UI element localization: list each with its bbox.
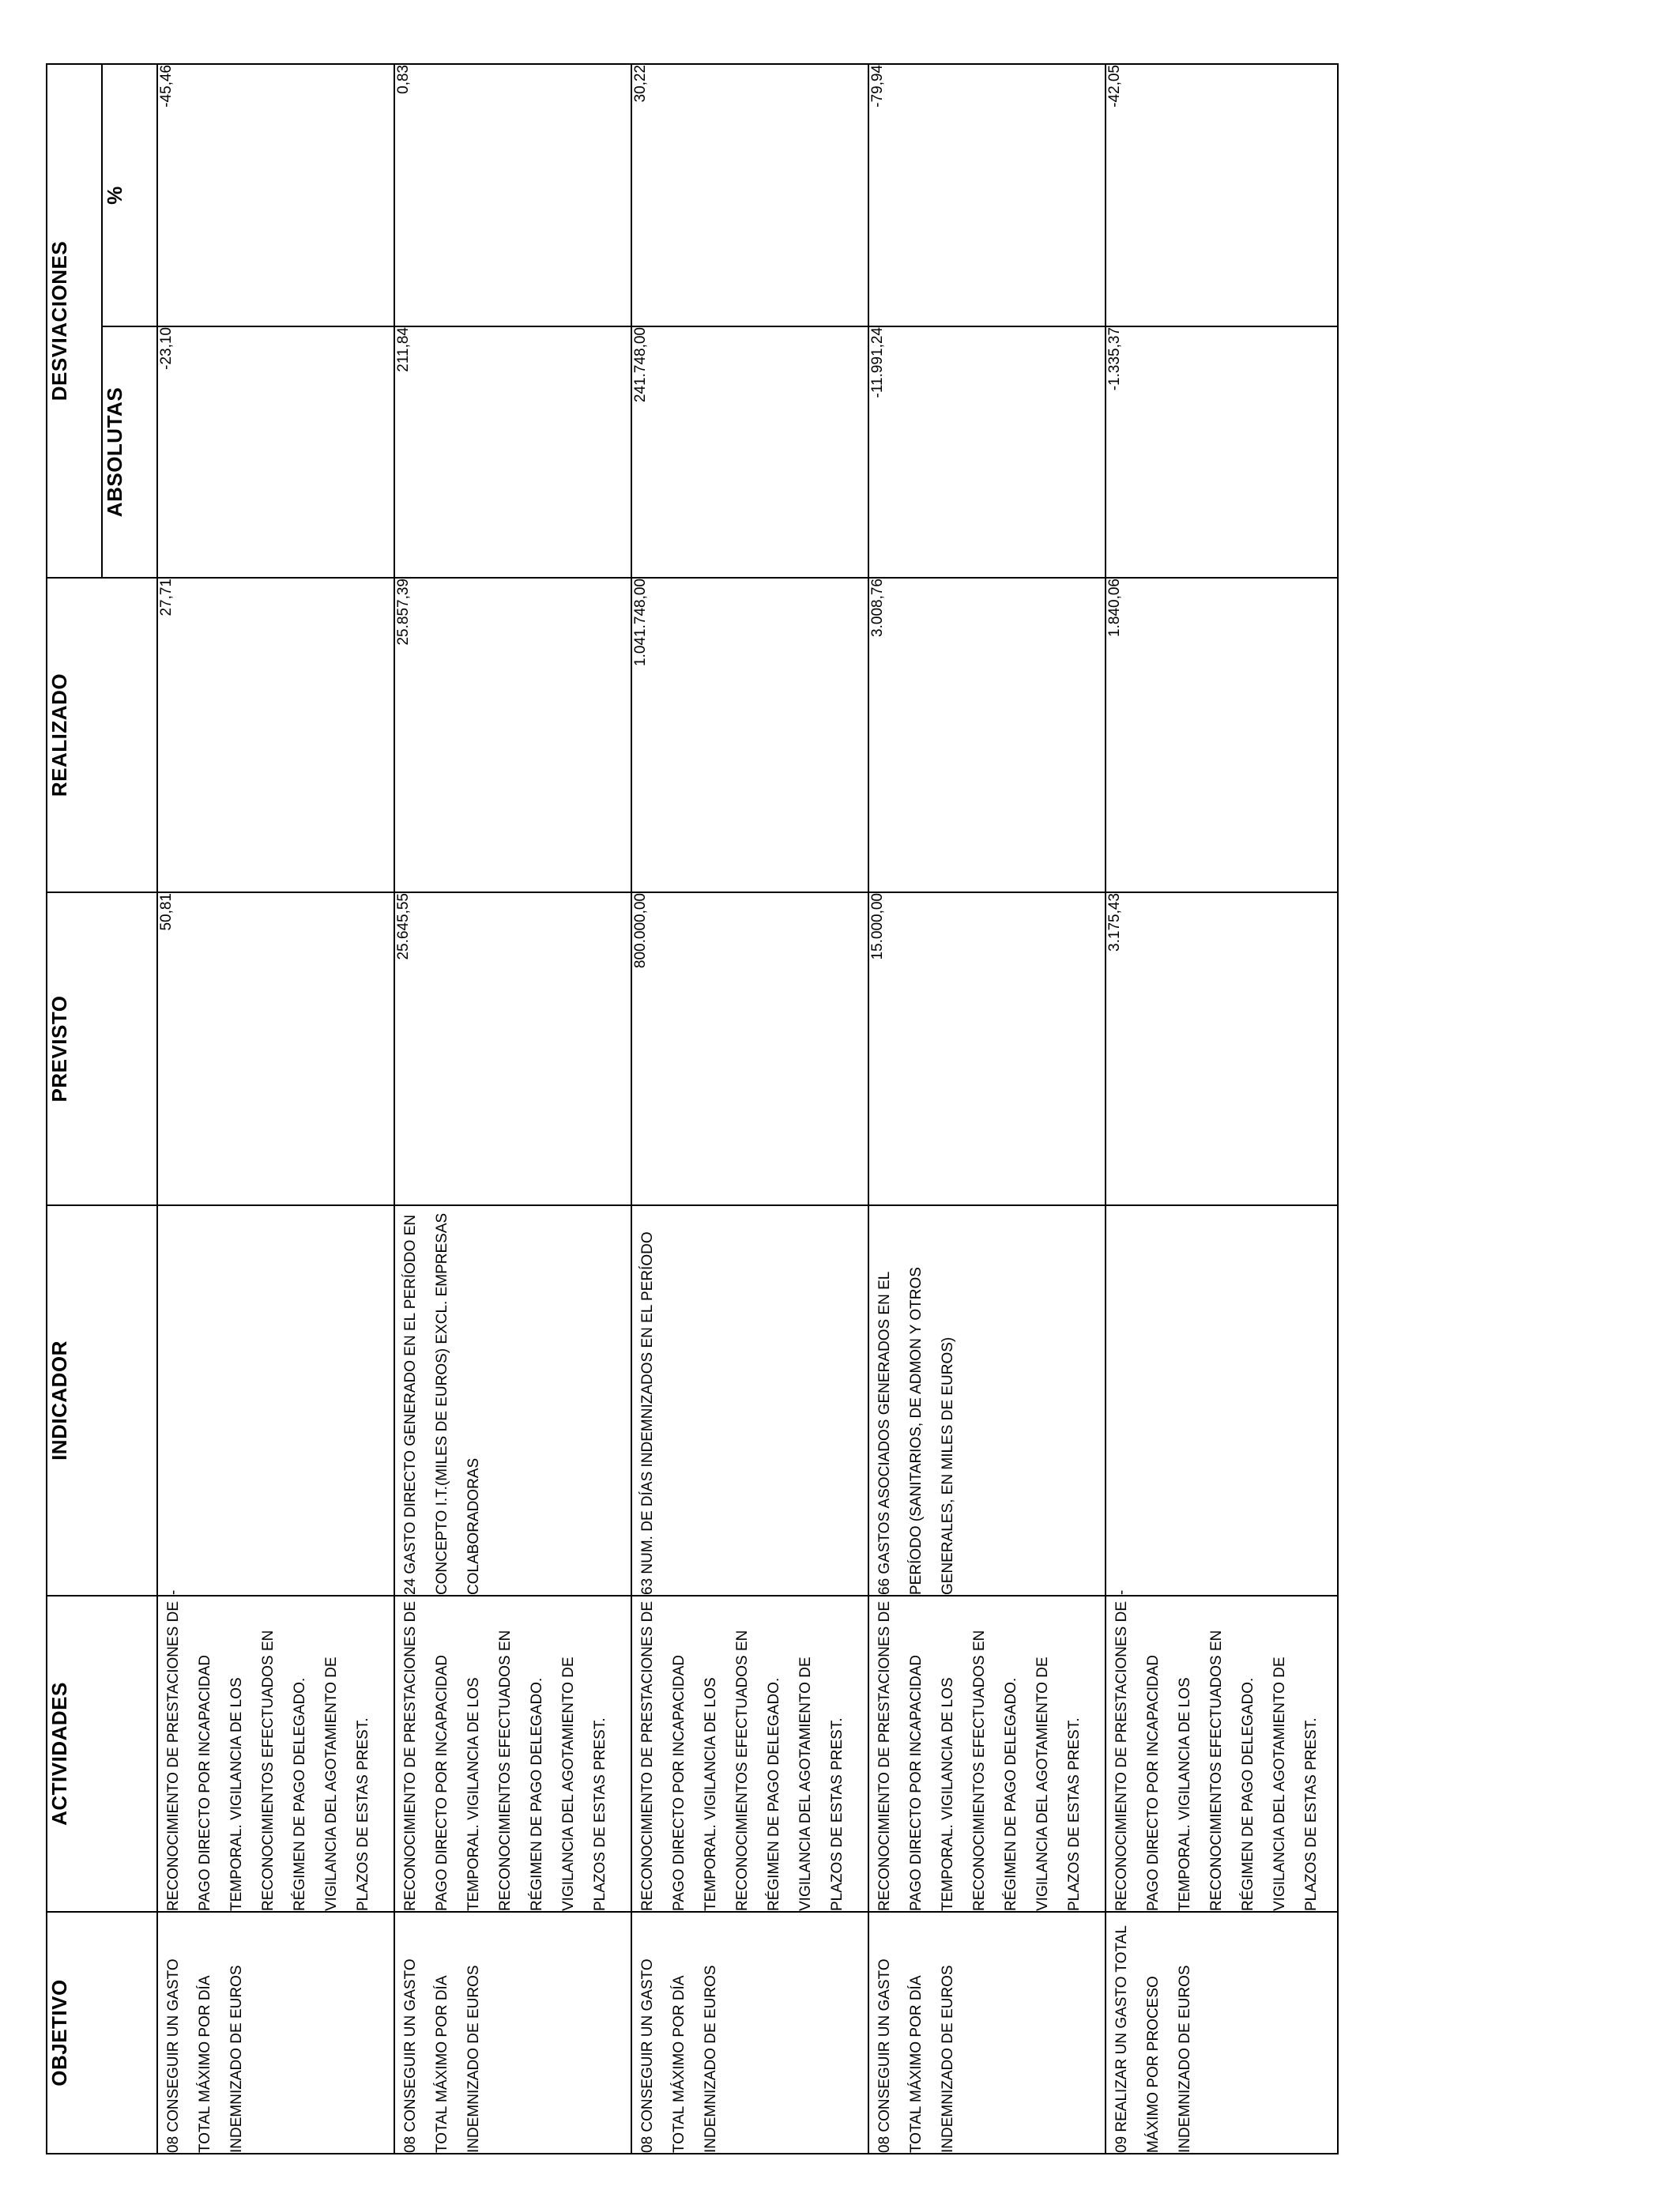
objetivo-text: 09 REALIZAR UN GASTO TOTAL MÁXIMO POR PROCESO INDEMNIZADO DE EUROS (1113, 1925, 1193, 2153)
header-porcentaje: % (102, 64, 157, 326)
porcentaje-cell: 30,22 (631, 64, 868, 326)
indicador-cell (394, 1205, 631, 1596)
realizado-cell: 25.857,39 (394, 578, 631, 892)
porcentaje-cell: -79,94 (868, 64, 1106, 326)
table-row (1106, 64, 1338, 2154)
objetivo-text: 08 CONSEGUIR UN GASTO TOTAL MÁXIMO POR DÍA INDEMNIZADO DE EUROS (639, 1958, 719, 2153)
actividades-cell: RECONOCIMIENTO DE PRESTACIONES DE PAGO DIRECTO POR INCAPACIDAD TEMPORAL. VIGILANCIA DE LOS RECONOCIMIENTOS EFECTUADOS EN RÉGIMEN DE PAGO DELEGADO. VIGILANCIA DEL AGOTAMIENTO DE PLAZOS DE ESTAS PREST. (868, 1596, 1106, 1912)
previsto-cell: 3.175,43 (1106, 892, 1338, 1205)
table-row (868, 64, 1106, 2154)
header-previsto: PREVISTO (47, 892, 157, 1205)
header-realizado: REALIZADO (47, 578, 157, 892)
actividades-cell: RECONOCIMIENTO DE PRESTACIONES DE PAGO DIRECTO POR INCAPACIDAD TEMPORAL. VIGILANCIA DE LOS RECONOCIMIENTOS EFECTUADOS EN RÉGIMEN DE PAGO DELEGADO. VIGILANCIA DEL AGOTAMIENTO DE PLAZOS DE ESTAS PREST. (1106, 1596, 1338, 1912)
indicador-cell (631, 1205, 868, 1596)
realizado-cell: 27,71 (157, 578, 394, 892)
objetivo-cell (868, 1912, 1106, 2154)
header-desviaciones: DESVIACIONES (47, 64, 102, 578)
objetivo-text: 08 CONSEGUIR UN GASTO TOTAL MÁXIMO POR DÍA INDEMNIZADO DE EUROS (165, 1958, 245, 2153)
indicador-text: - (1113, 1589, 1130, 1595)
table-row (394, 64, 631, 2154)
actividades-cell: RECONOCIMIENTO DE PRESTACIONES DE PAGO DIRECTO POR INCAPACIDAD TEMPORAL. VIGILANCIA DE LOS RECONOCIMIENTOS EFECTUADOS EN RÉGIMEN DE PAGO DELEGADO. VIGILANCIA DEL AGOTAMIENTO DE PLAZOS DE ESTAS PREST. (631, 1596, 868, 1912)
objetivo-cell (631, 1912, 868, 2154)
table-row (631, 64, 868, 2154)
indicador-text: - (165, 1589, 182, 1595)
header-actividades: ACTIVIDADES (47, 1596, 157, 1912)
indicador-text: 24 GASTO DIRECTO GENERADO EN EL PERÍODO EN CONCEPTO I.T.(MILES DE EUROS) EXCL. EMPRESAS COLABORADORAS (402, 1212, 482, 1595)
porcentaje-cell: 0,83 (394, 64, 631, 326)
header-row-1 (47, 64, 102, 2154)
header-absolutas: ABSOLUTAS (102, 326, 157, 578)
table-row (157, 64, 394, 2154)
objetivo-text: 08 CONSEGUIR UN GASTO TOTAL MÁXIMO POR DÍA INDEMNIZADO DE EUROS (876, 1958, 956, 2153)
objetivo-cell (394, 1912, 631, 2154)
previsto-cell: 50,81 (157, 892, 394, 1205)
realizado-cell: 1.041.748,00 (631, 578, 868, 892)
header-indicador: INDICADOR (47, 1205, 157, 1596)
indicador-text: 63 NUM. DE DÍAS INDEMNIZADOS EN EL PERÍODO (639, 1231, 656, 1595)
absolutas-cell: -1.335,37 (1106, 326, 1338, 578)
porcentaje-cell: -42,05 (1106, 64, 1338, 326)
previsto-cell: 25.645,55 (394, 892, 631, 1205)
objetivo-text: 08 CONSEGUIR UN GASTO TOTAL MÁXIMO POR DÍA INDEMNIZADO DE EUROS (402, 1958, 482, 2153)
objetivo-cell (1106, 1912, 1338, 2154)
absolutas-cell: -23,10 (157, 326, 394, 578)
header-objetivo: OBJETIVO (47, 1912, 157, 2154)
objetivo-cell (157, 1912, 394, 2154)
actividades-cell: RECONOCIMIENTO DE PRESTACIONES DE PAGO DIRECTO POR INCAPACIDAD TEMPORAL. VIGILANCIA DE LOS RECONOCIMIENTOS EFECTUADOS EN RÉGIMEN DE PAGO DELEGADO. VIGILANCIA DEL AGOTAMIENTO DE PLAZOS DE ESTAS PREST. (394, 1596, 631, 1912)
realizado-cell: 3.008,76 (868, 578, 1106, 892)
realizado-cell: 1.840,06 (1106, 578, 1338, 892)
previsto-cell: 800.000,00 (631, 892, 868, 1205)
actividades-cell: RECONOCIMIENTO DE PRESTACIONES DE PAGO DIRECTO POR INCAPACIDAD TEMPORAL. VIGILANCIA DE LOS RECONOCIMIENTOS EFECTUADOS EN RÉGIMEN DE PAGO DELEGADO. VIGILANCIA DEL AGOTAMIENTO DE PLAZOS DE ESTAS PREST. (157, 1596, 394, 1912)
porcentaje-cell: -45,46 (157, 64, 394, 326)
indicador-cell (157, 1205, 394, 1596)
indicador-cell (1106, 1205, 1338, 1596)
indicador-cell (868, 1205, 1106, 1596)
previsto-cell: 15.000,00 (868, 892, 1106, 1205)
absolutas-cell: 211,84 (394, 326, 631, 578)
indicador-text: 66 GASTOS ASOCIADOS GENERADOS EN EL PERÍODO (SANITARIOS, DE ADMON Y OTROS GENERALES, EN MILES DE EUROS) (876, 1267, 956, 1595)
absolutas-cell: -11.991,24 (868, 326, 1106, 578)
objectives-table (46, 63, 1339, 2154)
absolutas-cell: 241.748,00 (631, 326, 868, 578)
